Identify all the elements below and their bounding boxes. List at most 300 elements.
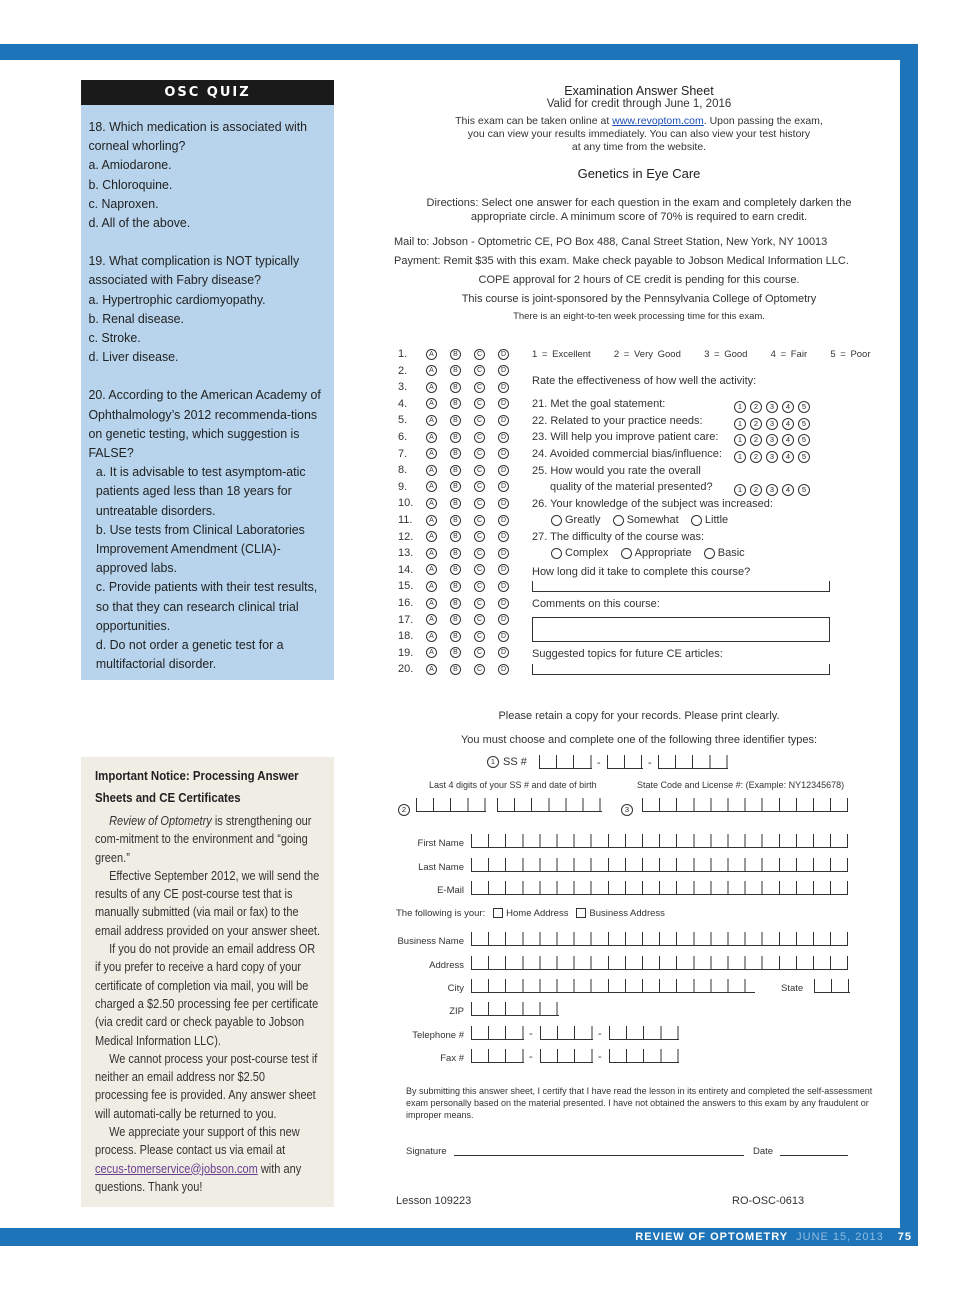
answer-bubble[interactable]: B [450,448,461,459]
answer-option: a. Hypertrophic cardiomyopathy. [88,291,266,307]
answer-option: c. Provide patients with their test results, so that they can research clinical trial opportunities. [95,579,318,633]
answer-bubble[interactable]: B [450,664,461,675]
first-name-cells[interactable] [471,834,848,848]
answer-bubble[interactable]: B [450,365,461,376]
answer-option: a. It is advisable to test asymptom-atic patients aged less than 18 years for untreatable disorders. [95,464,306,518]
answer-bubble[interactable]: C [474,564,485,575]
option-circle[interactable] [691,515,702,526]
answer-bubble[interactable]: B [450,531,461,542]
answer-bubble[interactable]: B [450,481,461,492]
answer-number: 13. [398,547,414,560]
answer-grid [398,348,518,678]
answer-bubble[interactable]: B [450,515,461,526]
online-text: . Upon passing the exam, [703,115,823,127]
scale-item: 3 = Good [704,349,748,360]
dash: - [529,1028,533,1040]
sheet-valid: Valid for credit through June 1, 2016 [546,98,732,110]
answer-bubble[interactable]: C [474,432,485,443]
answer-bubble[interactable]: D [498,631,509,642]
answer-bubble[interactable]: A [426,432,437,443]
email-link[interactable]: cecus-tomerservice@jobson.com [95,1161,258,1176]
answer-bubble[interactable]: D [498,614,509,625]
address-type [396,908,665,919]
answer-number: 7. [398,447,408,460]
option-label: Appropriate [634,547,692,559]
answer-option: c. Stroke. [88,330,141,346]
answer-row [398,531,522,543]
fax-label: Fax # [440,1053,464,1064]
state-label: State [781,983,804,994]
answer-bubble[interactable]: C [474,382,485,393]
fax-cells-2[interactable] [540,1049,593,1063]
answer-bubble[interactable]: D [498,432,509,443]
answer-bubble[interactable]: B [450,415,461,426]
q25-rating [734,481,814,499]
how-long-label: How long did it take to complete this course? [532,566,751,578]
rating-bubble[interactable]: 2 [750,401,762,413]
answer-row [398,481,522,493]
fax-cells-3[interactable] [609,1049,679,1063]
answer-row [398,431,522,443]
business-name-cells[interactable] [471,932,848,946]
notice-paragraph [95,1123,320,1196]
answer-bubble[interactable]: B [450,498,461,509]
answer-bubble[interactable]: A [426,664,437,675]
answer-row [398,348,522,360]
answer-bubble[interactable]: A [426,398,437,409]
business-checkbox[interactable] [576,908,586,918]
answer-bubble[interactable]: D [498,349,509,360]
footer-date: JUNE 15, 2013 [796,1231,884,1243]
signature-line[interactable] [454,1155,744,1156]
answer-bubble[interactable]: A [426,647,437,658]
answer-bubble[interactable]: D [498,598,509,609]
rating-bubble[interactable]: 2 [750,434,762,446]
answer-option: c. Naproxen. [88,195,159,211]
answer-bubble[interactable]: C [474,498,485,509]
answer-bubble[interactable]: D [498,515,509,526]
id2-marker [398,801,414,819]
address-cells[interactable] [471,956,848,970]
answer-row [398,497,522,509]
answer-number: 6. [398,431,408,443]
id1-number: 1 [487,756,499,768]
answer-bubble[interactable]: D [498,398,509,409]
rating-bubble[interactable]: 4 [782,451,794,463]
rate-intro: Rate the effectiveness of how well the activity: [532,375,757,387]
notice-text: We appreciate your support of this new process. Please contact us via email at [95,1125,300,1158]
answer-bubble[interactable]: D [498,531,509,542]
notice-paragraph: If you do not provide an email address OR if you prefer to receive a hard copy of your certificate of completion via mail, you will be charged a $2.50 processing fee per certificate (via credit card or check payable to Jobson Medical Information LLC). [95,942,319,1048]
telephone-cells-2[interactable] [540,1026,593,1040]
rating-bubble[interactable]: 1 [734,451,746,463]
rating-bubble[interactable]: 2 [750,418,762,430]
city-cells[interactable] [471,979,755,993]
rating-bubble[interactable]: 4 [782,434,794,446]
email-label: E-Mail [437,885,464,896]
answer-bubble[interactable]: C [474,349,485,360]
rating-bubble[interactable]: 3 [766,434,778,446]
rating-bubble[interactable]: 3 [766,418,778,430]
answer-bubble[interactable]: D [498,415,509,426]
answer-bubble[interactable]: A [426,531,437,542]
city-label: City [447,983,464,994]
rating-bubble[interactable]: 5 [798,418,810,430]
footer-page-number: 75 [897,1231,912,1243]
rating-question: 21. Met the goal statement: [532,398,666,410]
answer-option: d. Do not order a genetic test for a multifactorial disorder. [95,637,284,672]
business-name-label: Business Name [397,936,464,947]
answer-bubble[interactable]: C [474,664,485,675]
question-text: 18. Which medication is associated with corneal whorling? [88,119,308,154]
answer-bubble[interactable]: D [498,498,509,509]
answer-option: d. All of the above. [88,215,191,231]
important-notice [81,757,334,1207]
answer-option: a. Amiodarone. [88,157,172,173]
answer-bubble[interactable]: B [450,564,461,575]
zip-cells[interactable] [471,1002,559,1016]
page-frame-top [0,44,918,60]
quiz-question [88,385,326,673]
option-circle[interactable] [613,515,624,526]
ssn4-cells[interactable] [416,798,486,812]
option-circle[interactable] [621,548,632,559]
answer-bubble[interactable]: C [474,598,485,609]
dash: - [598,1051,602,1063]
answer-row [398,597,522,609]
answer-option: b. Renal disease. [88,310,184,326]
answer-number: 1. [398,348,408,360]
q26-question: 26. Your knowledge of the subject was increased: [532,498,773,510]
answer-row [398,381,522,393]
telephone-label: Telephone # [412,1030,464,1041]
option-label: Somewhat [626,514,679,526]
answer-bubble[interactable]: A [426,465,437,476]
answer-bubble[interactable]: A [426,448,437,459]
q26-options [551,514,728,526]
answer-bubble[interactable]: D [498,481,509,492]
answer-bubble[interactable]: B [450,598,461,609]
dash: - [648,757,652,769]
state-cells[interactable] [814,979,850,993]
rating-bubble[interactable]: 4 [782,401,794,413]
notice-paragraph: We cannot process your post-course test if neither an email address nor $2.50 processing fee is provided. Any answer sheet will automati-cally be returned to you. [95,1051,318,1121]
telephone-cells-1[interactable] [471,1026,524,1040]
answer-bubble[interactable]: B [450,631,461,642]
question-text: 19. What complication is NOT typically associated with Fabry disease? [88,253,300,288]
comments-field[interactable] [532,617,830,642]
q27-question: 27. The difficulty of the course was: [532,531,705,543]
rating-bubble[interactable]: 5 [798,401,810,413]
answer-row [398,514,522,526]
answer-option: d. Liver disease. [88,349,179,365]
answer-bubble[interactable]: C [474,398,485,409]
id3-marker [621,801,637,819]
answer-bubble[interactable]: D [498,564,509,575]
page-footer [0,1228,918,1246]
address-type-label: The following is your: [396,908,486,919]
answer-bubble[interactable]: A [426,515,437,526]
answer-bubble[interactable]: C [474,481,485,492]
rating-bubble[interactable]: 5 [798,451,810,463]
answer-bubble[interactable]: B [450,647,461,658]
answer-row [398,614,522,626]
q27-options [551,547,745,559]
answer-bubble[interactable]: B [450,581,461,592]
dash: - [597,757,601,769]
date-label: Date [753,1146,774,1157]
answer-row [398,414,522,426]
answer-bubble[interactable]: C [474,614,485,625]
answer-bubble[interactable]: A [426,365,437,376]
q25-line2: quality of the material presented? [550,481,713,493]
email-cells[interactable] [471,881,848,895]
ss-text: SS # [503,756,527,768]
answer-bubble[interactable]: A [426,598,437,609]
answer-number: 11. [398,514,413,526]
option-circle[interactable] [551,515,562,526]
answer-row [398,580,522,592]
answer-bubble[interactable]: B [450,614,461,625]
address-label: Address [429,960,464,971]
notice-paragraph [95,812,320,867]
quiz-panel [81,80,334,680]
answer-bubble[interactable]: A [426,581,437,592]
rating-bubble[interactable]: 2 [750,451,762,463]
answer-bubble[interactable]: A [426,564,437,575]
answer-row [398,448,522,460]
rating-bubbles [734,398,814,416]
answer-bubble[interactable]: C [474,647,485,658]
rating-bubbles [734,431,814,449]
quiz-question [88,117,326,232]
home-checkbox[interactable] [493,908,503,918]
answer-bubble[interactable]: D [498,382,509,393]
notice-journal-name: Review of Optometry [109,814,212,828]
option-label: Greatly [565,514,601,526]
last-name-label: Last Name [418,862,464,873]
answer-number: 8. [398,464,408,477]
choose-note: You must choose and complete one of the following three identifier types: [460,734,818,746]
answer-bubble[interactable]: B [450,432,461,443]
course-code: RO-OSC-0613 [732,1195,805,1207]
answer-bubble[interactable]: A [426,548,437,559]
rating-bubble[interactable]: 2 [750,484,762,496]
page-frame-right [897,44,918,1244]
answer-bubble[interactable]: B [450,349,461,360]
quiz-header: OSC QUIZ [81,80,334,105]
answer-bubble[interactable]: D [498,581,509,592]
rating-bubble[interactable]: 1 [734,418,746,430]
rating-bubble[interactable]: 4 [782,418,794,430]
answer-number: 9. [398,480,408,493]
retain-note: Please retain a copy for your records. Please print clearly. [498,710,780,722]
q25-line1: 25. How would you rate the overall [532,465,701,477]
notice-paragraph: Effective September 2012, we will send the results of any CE post-course test that is manually submitted (via mail or fax) to the email address provided on your answer sheet. [95,868,321,938]
business-label: Business Address [589,908,665,919]
scale-item: 4 = Fair [770,349,808,360]
answer-bubble[interactable]: C [474,465,485,476]
answer-bubble[interactable]: A [426,614,437,625]
quiz-body [81,105,334,673]
answer-bubble[interactable]: C [474,448,485,459]
telephone-cells-3[interactable] [609,1026,679,1040]
notice-text: is strengthening our com-mitment to the environment and “going green.” [95,814,312,865]
answer-number: 10. [398,497,414,510]
sheet-title: Examination Answer Sheet [564,84,714,98]
answer-number: 12. [398,530,414,543]
id3-number: 3 [621,804,633,816]
answer-bubble[interactable]: A [426,349,437,360]
online-text: This exam can be taken online at [455,115,613,127]
answer-bubble[interactable]: D [498,548,509,559]
option-label: Basic [717,547,745,559]
rating-bubble[interactable]: 5 [798,484,810,496]
answer-number: 20. [398,663,414,676]
course-title: Genetics in Eye Care [577,166,701,181]
answer-option: b. Use tests from Clinical Laboratories Improvement Amendment (CLIA)-approved labs. [95,521,305,576]
answer-bubble[interactable]: D [498,664,509,675]
answer-bubble[interactable]: A [426,481,437,492]
answer-option: b. Chloroquine. [88,176,173,192]
answer-bubble[interactable]: D [498,465,509,476]
rating-bubble[interactable]: 1 [734,401,746,413]
directions-text: Directions: Select one answer for each question in the exam and completely darken the [426,197,852,209]
answer-sheet [394,84,884,1214]
option-circle[interactable] [704,548,715,559]
answer-number: 5. [398,414,408,427]
footer-magazine: REVIEW OF OPTOMETRY [635,1231,789,1243]
directions [394,196,884,224]
scale-item: 5 = Poor [830,349,871,360]
rating-bubbles [734,448,814,466]
answer-bubble[interactable]: D [498,448,509,459]
online-text: you can view your results immediately. You can also view your test history [467,128,811,140]
option-label: Little [704,514,729,526]
option-label: Complex [565,547,609,559]
ss-cells-3[interactable] [658,755,728,769]
answer-number: 14. [398,563,414,576]
cope-approval: COPE approval for 2 hours of CE credit is pending for this course. [478,274,800,286]
answer-number: 3. [398,381,408,394]
ss-cells-1[interactable] [539,755,592,769]
dob-cells[interactable] [497,798,602,812]
directions-text: appropriate circle. A minimum score of 70% is required to earn credit. [470,211,808,223]
answer-bubble[interactable]: C [474,515,485,526]
answer-row [398,547,522,559]
website-link[interactable]: www.revoptom.com [612,115,704,127]
answer-bubble[interactable]: B [450,548,461,559]
dash: - [529,1051,533,1063]
answer-bubble[interactable]: D [498,365,509,376]
sponsor-info: This course is joint-sponsored by the Pennsylvania College of Optometry [461,293,817,305]
notice-title: Important Notice: Processing Answer Sheets and CE Certificates [95,768,299,805]
how-long-field[interactable] [532,581,830,592]
online-text: at any time from the website. [571,141,707,153]
rating-bubble[interactable]: 3 [766,451,778,463]
rating-bubble[interactable]: 1 [734,484,746,496]
answer-number: 2. [398,364,408,377]
home-label: Home Address [506,908,569,919]
rating-question: 24. Avoided commercial bias/influence: [532,448,722,460]
answer-row [398,630,522,642]
last-name-cells[interactable] [471,858,848,872]
scale-item: 2 = Very Good [613,349,681,360]
license-cells[interactable] [642,798,848,812]
rating-bubble[interactable]: 1 [734,434,746,446]
answer-row [398,564,522,576]
answer-bubble[interactable]: A [426,415,437,426]
answer-bubble[interactable]: A [426,498,437,509]
answer-bubble[interactable]: A [426,631,437,642]
option-circle[interactable] [551,548,562,559]
answer-number: 4. [398,397,408,410]
processing-time: There is an eight-to-ten week processing time for this exam. [513,311,765,322]
answer-bubble[interactable]: B [450,398,461,409]
answer-row [398,398,522,410]
zip-label: ZIP [449,1006,464,1017]
answer-bubble[interactable]: C [474,548,485,559]
ss-cells-2[interactable] [607,755,643,769]
first-name-label: First Name [417,838,464,849]
rating-bubble[interactable]: 3 [766,484,778,496]
rating-scale [532,349,871,360]
rating-bubble[interactable]: 4 [782,484,794,496]
answer-row [398,647,522,659]
quiz-question [88,251,326,366]
rating-bubble[interactable]: 3 [766,401,778,413]
answer-number: 17. [398,613,414,626]
date-line[interactable] [780,1155,848,1156]
id2-number: 2 [398,804,410,816]
lesson-number: Lesson 109223 [396,1195,472,1207]
answer-bubble[interactable]: B [450,382,461,393]
question-text: 20. According to the American Academy of Ophthalmology’s 2012 recommenda-tions on genetic testing, which suggestion is FALSE? [88,387,321,461]
online-info [394,115,884,154]
answer-bubble[interactable]: C [474,531,485,542]
comments-label: Comments on this course: [532,598,660,610]
rating-bubble[interactable]: 5 [798,434,810,446]
scale-item: 1 = Excellent [532,349,591,360]
mail-to: Mail to: Jobson - Optometric CE, PO Box 488, Canal Street Station, New York, NY 10013 [394,236,828,248]
answer-number: 16. [398,597,414,609]
answer-bubble[interactable]: A [426,382,437,393]
topics-field[interactable] [532,664,830,675]
certification-text: By submitting this answer sheet, I certify that I have read the lesson in its entirety and completed the self-assessment exam personally based on the material presented. I have not obtained the answers to this exam by any fraudulent or improper means. [406,1086,873,1120]
answer-bubble[interactable]: C [474,631,485,642]
dash: - [598,1028,602,1040]
ss-label [487,756,527,768]
answer-bubble[interactable]: B [450,465,461,476]
id3-caption: State Code and License #: (Example: NY12345678) [637,780,845,790]
topics-label: Suggested topics for future CE articles: [532,648,723,660]
notice-text: with any questions. Thank you! [95,1161,302,1194]
id2-caption: Last 4 digits of your SS # and date of birth [429,780,597,790]
answer-bubble[interactable]: D [498,647,509,658]
fax-cells-1[interactable] [471,1049,524,1063]
answer-number: 15. [398,580,414,593]
answer-row [398,365,522,377]
answer-number: 19. [398,646,414,659]
answer-row [398,663,522,675]
answer-row [398,464,522,476]
answer-bubble[interactable]: C [474,581,485,592]
answer-bubble[interactable]: C [474,365,485,376]
answer-bubble[interactable]: C [474,415,485,426]
signature-label: Signature [406,1146,447,1157]
answer-number: 18. [398,630,414,643]
rating-question: 23. Will help you improve patient care: [532,431,719,443]
